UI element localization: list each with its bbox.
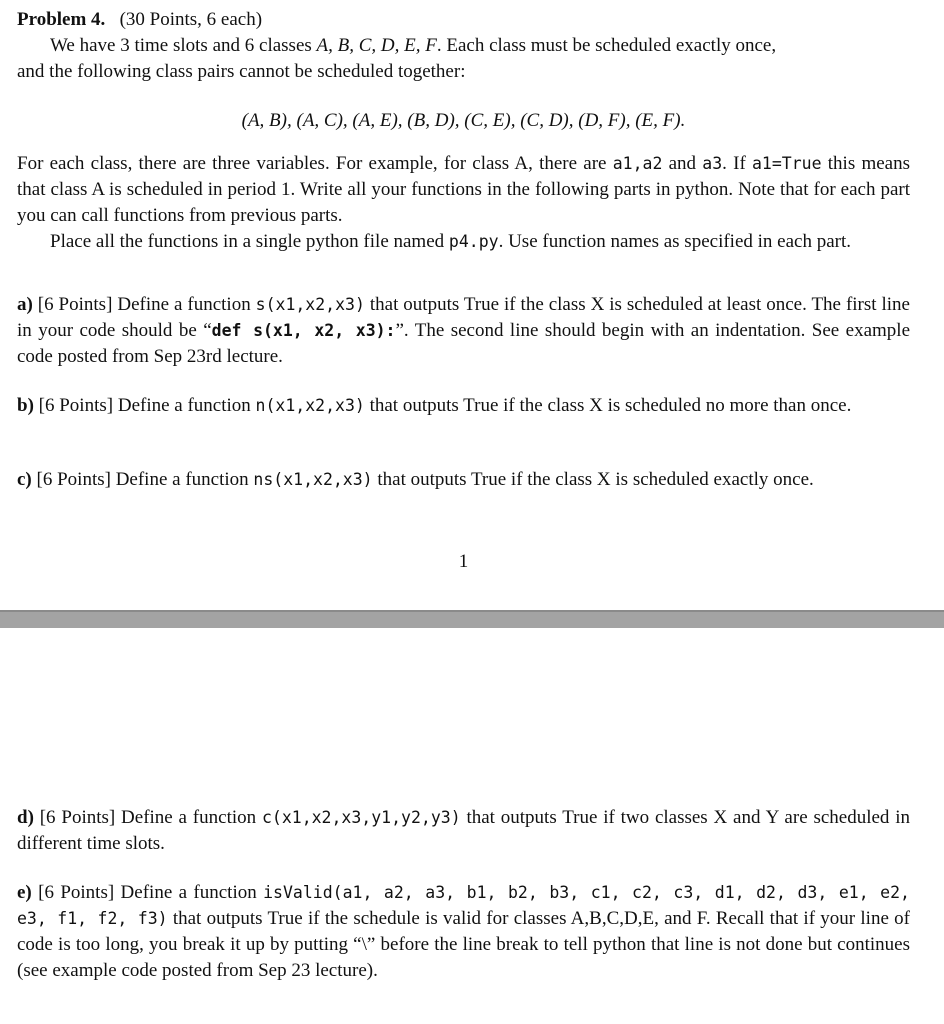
part-d-label: d) [17, 807, 34, 828]
part-a-label: a) [17, 294, 33, 315]
part-d [17, 805, 910, 857]
variables-text-2: and [662, 153, 703, 174]
part-b-points: [6 Points] [38, 395, 114, 416]
code-a3: a3 [702, 154, 723, 173]
part-c-text-1: Define a function [110, 469, 254, 490]
code-filename: p4.py [448, 232, 499, 251]
code-s-function: s(x1,x2,x3) [255, 295, 365, 314]
code-a1-true: a1=True [752, 154, 822, 173]
code-def-s: def s(x1, x2, x3): [211, 321, 396, 340]
page-2 [0, 628, 944, 1024]
code-c-function: c(x1,x2,x3,y1,y2,y3) [261, 808, 461, 827]
part-a-text-2: that outputs True if the class X is scheduled at least once. The first line in your code should be “ [17, 294, 910, 341]
part-d-text-2: that outputs True if two classes X and Y are scheduled in different time slots. [17, 807, 911, 854]
problem-heading: Problem 4. [17, 9, 106, 30]
part-b-text-1: Define a function [113, 395, 256, 416]
intro-line-2: and the following class pairs cannot be scheduled together: [17, 61, 466, 82]
conflict-pairs [17, 108, 910, 134]
part-d-text-1: Define a function [115, 807, 262, 828]
code-n-function: n(x1,x2,x3) [255, 396, 365, 415]
part-a-text-3: ”. The second line should begin with an indentation. See example code posted from Sep 23rd lecture. [17, 320, 911, 367]
problem-points: (30 Points, 6 each) [119, 9, 263, 30]
intro-text-end: . Each class must be scheduled exactly once, [436, 35, 777, 56]
part-c-points: [6 Points] [36, 469, 111, 490]
part-a [17, 292, 910, 370]
part-a-text-1: Define a function [112, 294, 256, 315]
part-e-text-2: that outputs True if the schedule is valid for classes A,B,C,D,E, and F. Recall that if your line of code is too long, you break it up by putting “\” before the line break to tell python that line is not done but continues (see example code posted from Sep 23 lecture). [17, 908, 910, 981]
code-a1-a2: a1,a2 [612, 154, 663, 173]
part-c-label: c) [17, 469, 32, 490]
part-c-text-2: that outputs True if the class X is scheduled exactly once. [372, 469, 814, 490]
place-text-2: . Use function names as specified in each part. [498, 231, 852, 252]
part-e-text-1: Define a function [114, 882, 264, 903]
variables-paragraph [17, 151, 910, 255]
code-isvalid-function: isValid(a1, a2, a3, b1, b2, b3, c1, c2, c3, d1, d2, d3, e1, e2, e3, f1, f2, f3) [17, 883, 910, 928]
page-number: 1 [458, 551, 469, 572]
part-e [17, 880, 910, 984]
part-e-points: [6 Points] [38, 882, 115, 903]
intro-text: We have 3 time slots and 6 classes [50, 35, 317, 56]
part-e-label: e) [17, 882, 32, 903]
part-a-points: [6 Points] [37, 294, 113, 315]
place-text-1: Place all the functions in a single python file named [50, 231, 449, 252]
classes-math: A, B, C, D, E, F [316, 35, 437, 56]
page-separator [0, 610, 944, 628]
pairs-math: (A, B), (A, C), (A, E), (B, D), (C, E), (C, D), (D, F), (E, F). [241, 110, 686, 131]
variables-text-1: For each class, there are three variables. For example, for class A, there are [17, 153, 613, 174]
variables-text-3: . If [722, 153, 752, 174]
part-d-points: [6 Points] [39, 807, 116, 828]
code-ns-function: ns(x1,x2,x3) [253, 470, 373, 489]
part-c [17, 467, 910, 493]
part-b [17, 393, 910, 419]
part-b-text-2: that outputs True if the class X is scheduled no more than once. [364, 395, 852, 416]
problem-intro [17, 7, 910, 85]
variables-text-4: this means that class A is scheduled in period 1. Write all your functions in the following parts in python. Note that for each part you can call functions from previous parts. [17, 153, 910, 226]
part-b-label: b) [17, 395, 34, 416]
